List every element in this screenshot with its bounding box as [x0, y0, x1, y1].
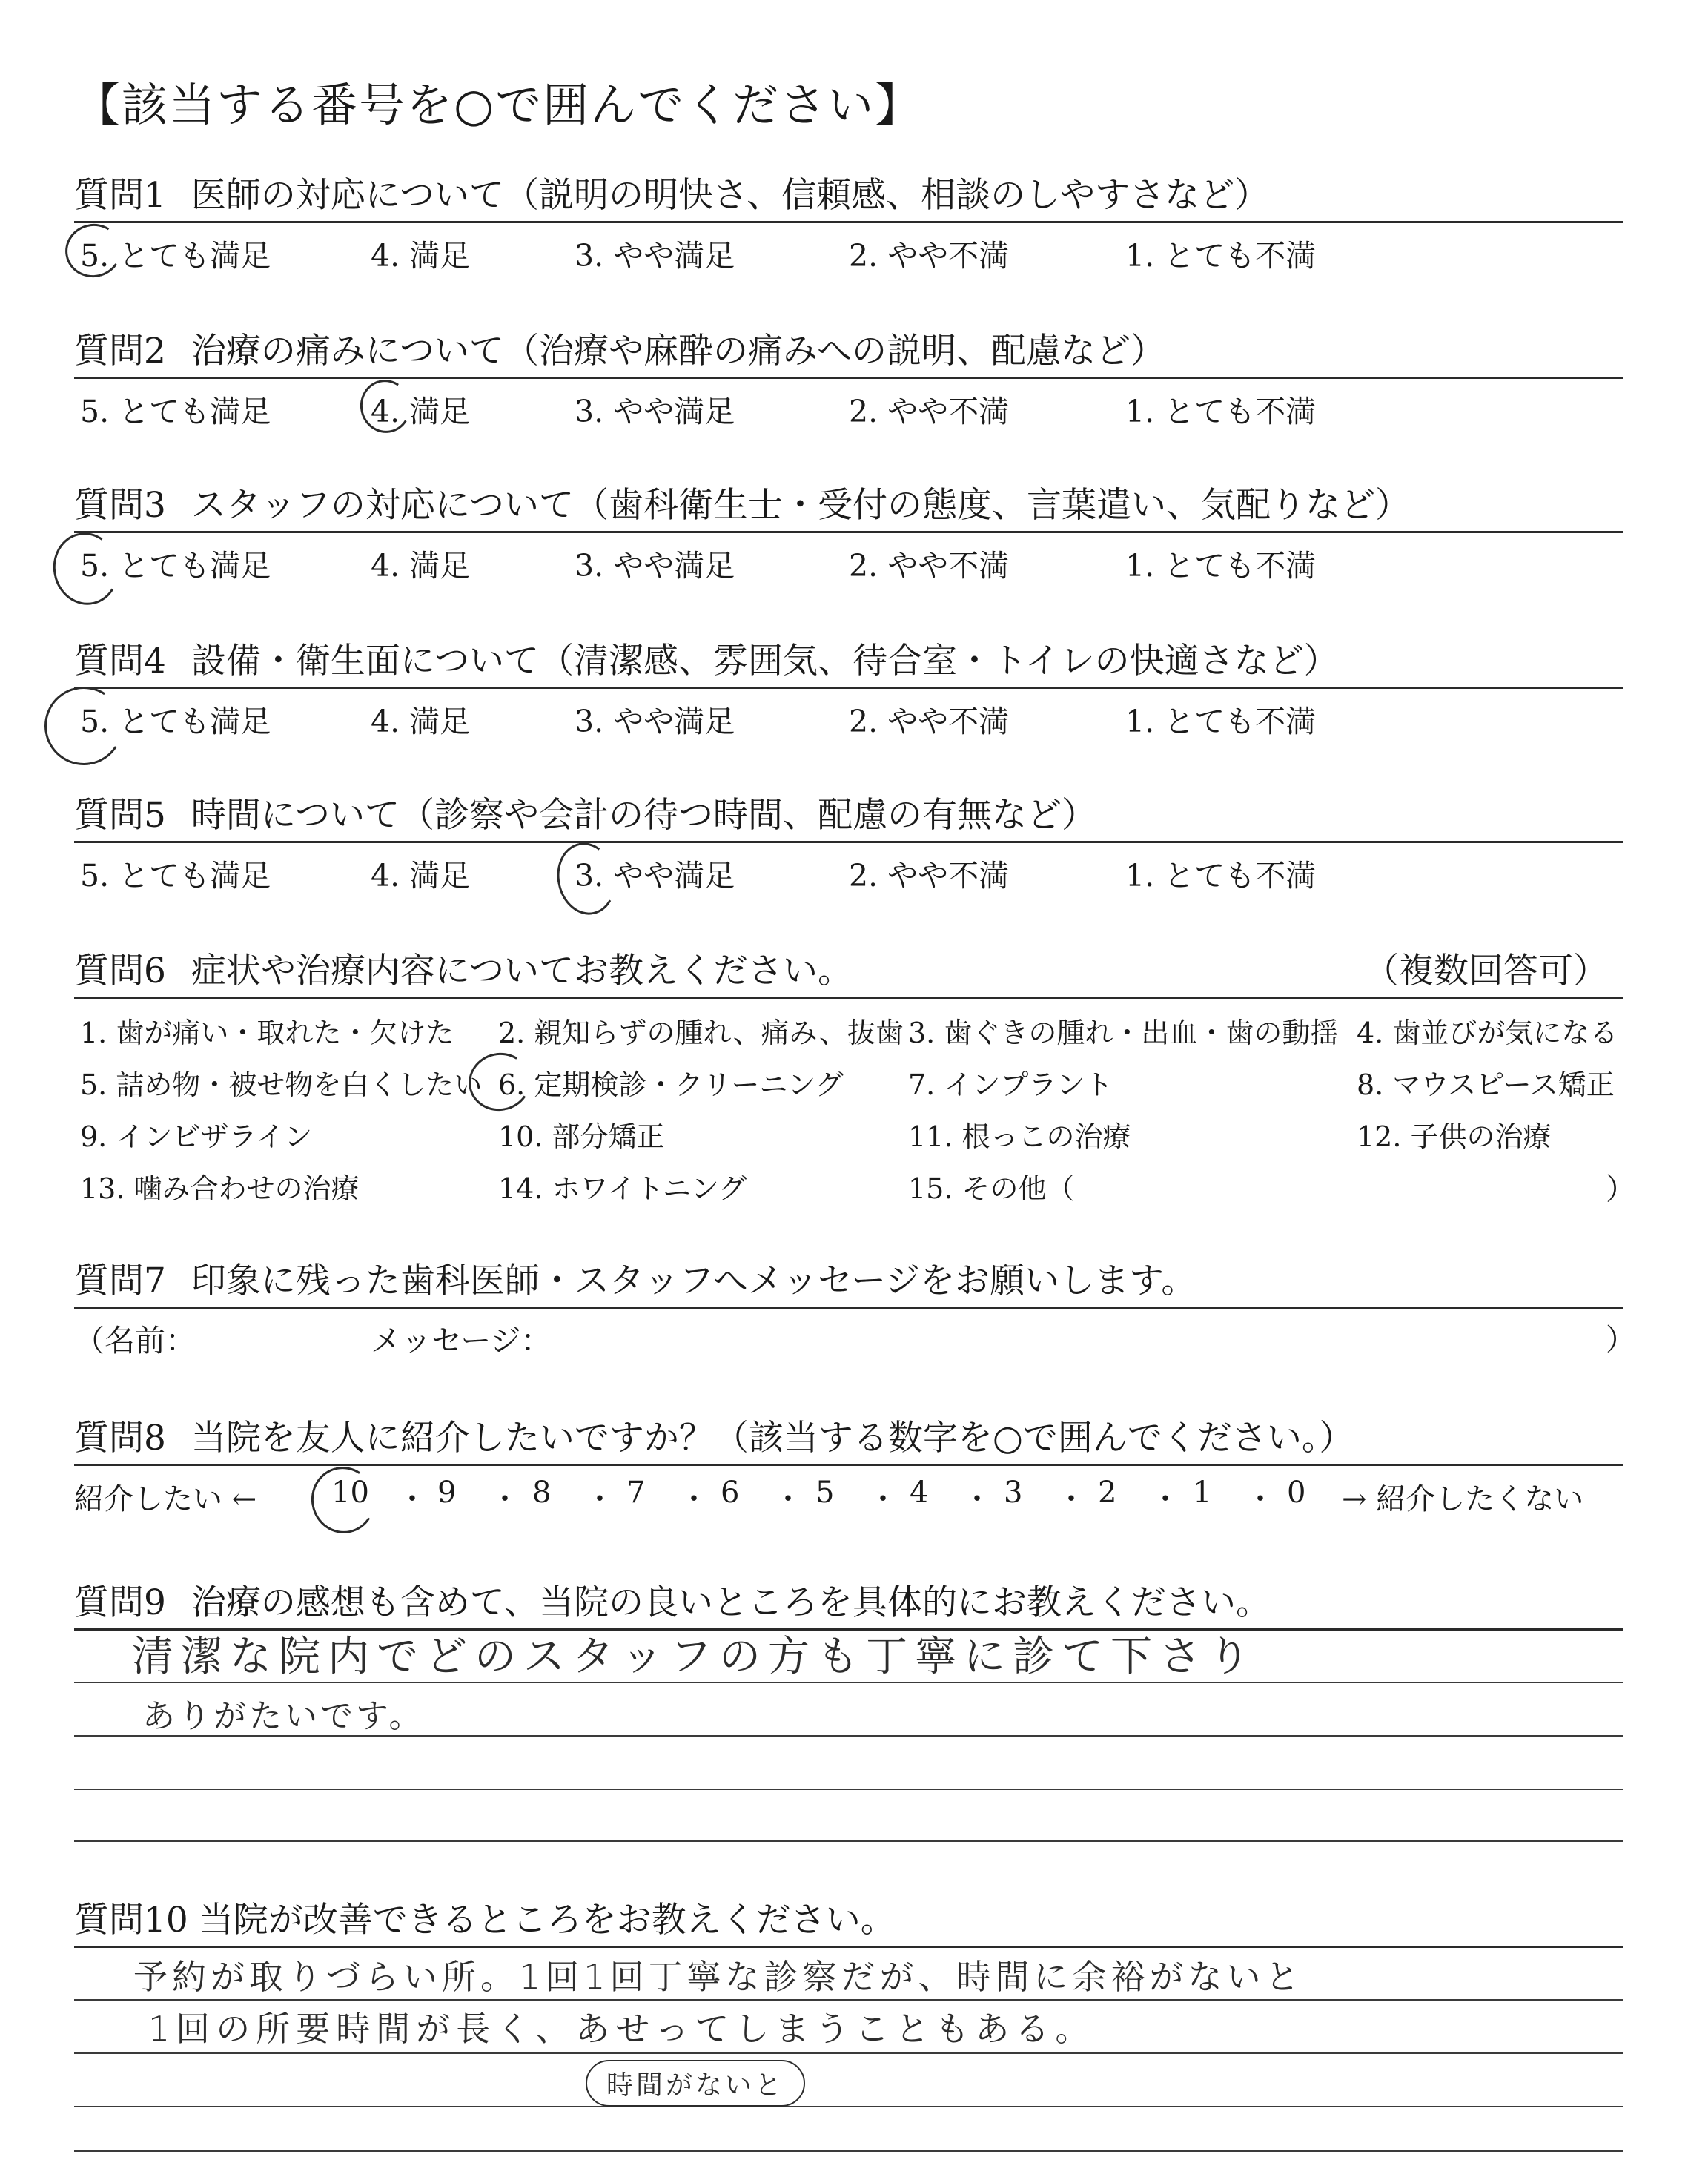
- scale-1[interactable]: 1: [1193, 1476, 1212, 1510]
- question-number: 質問1: [74, 175, 166, 216]
- hand-drawn-circle-mark: [305, 1461, 382, 1539]
- recommend-right-label: → 紹介したくない: [1342, 1482, 1584, 1516]
- q3-option-5[interactable]: 5. とても満足: [80, 548, 271, 584]
- q1-option-5[interactable]: 5. とても満足: [80, 238, 271, 274]
- question-8-heading: [74, 1410, 1354, 1460]
- q4-option-4[interactable]: 4. 満足: [371, 704, 471, 739]
- question-text: 当院を友人に紹介したいですか？（該当する数字を○で囲んでください。）: [191, 1418, 1354, 1459]
- question-text: 治療の痛みについて（治療や麻酔の痛みへの説明、配慮など）: [191, 331, 1166, 371]
- handwritten-answer-line-1: 清潔な院内でどのスタッフの方も丁寧に診て下さり: [132, 1633, 1257, 1681]
- q2-option-4[interactable]: 4. 満足: [371, 394, 471, 429]
- q6-item-6[interactable]: 6. 定期検診・クリーニング: [498, 1069, 844, 1101]
- question-4-heading: [74, 633, 1339, 683]
- scale-0[interactable]: 0: [1287, 1476, 1306, 1510]
- scale-7[interactable]: 7: [626, 1476, 646, 1510]
- q6-item-13[interactable]: 13. 噛み合わせの治療: [80, 1172, 360, 1205]
- scale-separator: ・: [585, 1482, 615, 1516]
- writing-line: [74, 1999, 1623, 2001]
- question-2-heading: [74, 323, 1165, 373]
- q3-option-1[interactable]: 1. とても不満: [1125, 548, 1317, 584]
- scale-10[interactable]: 10: [331, 1476, 369, 1510]
- divider: [74, 1464, 1623, 1466]
- scale-5[interactable]: 5: [815, 1476, 835, 1510]
- q5-option-4[interactable]: 4. 満足: [371, 858, 471, 894]
- hand-drawn-circle-mark: [463, 1047, 536, 1117]
- handwritten-answer-line-1: 予約が取りづらい所。1回1回丁寧な診察だが、時間に余裕がないと: [133, 1957, 1304, 1997]
- divider: [74, 1946, 1623, 1948]
- q6-item-8[interactable]: 8. マウスピース矯正: [1357, 1069, 1615, 1101]
- q4-option-5[interactable]: 5. とても満足: [80, 704, 271, 739]
- name-field-label: （名前：: [74, 1323, 196, 1358]
- scale-separator: ・: [773, 1482, 803, 1516]
- question-text: 症状や治療内容についてお教えください。: [191, 951, 853, 991]
- scale-6[interactable]: 6: [721, 1476, 740, 1510]
- question-text: 設備・衛生面について（清潔感、雰囲気、待合室・トイレの快適さなど）: [191, 641, 1339, 681]
- handwritten-insertion: 時間がないと: [586, 2060, 805, 2107]
- divider: [74, 531, 1623, 533]
- scale-8[interactable]: 8: [532, 1476, 552, 1510]
- q4-option-3[interactable]: 3. やや満足: [575, 704, 735, 739]
- divider: [74, 221, 1623, 223]
- scale-separator: ・: [397, 1482, 427, 1516]
- question-text: 印象に残った歯科医師・スタッフへメッセージをお願いします。: [191, 1261, 1196, 1301]
- q6-item-4[interactable]: 4. 歯並びが気になる: [1357, 1017, 1618, 1049]
- question-10-heading: [74, 1892, 896, 1942]
- q3-option-4[interactable]: 4. 満足: [371, 548, 471, 584]
- scale-separator: ・: [868, 1482, 898, 1516]
- writing-line: [74, 2106, 1623, 2107]
- divider: [74, 687, 1623, 689]
- question-text: 当院が改善できるところをお教えください。: [198, 1900, 896, 1941]
- q1-option-1[interactable]: 1. とても不満: [1125, 238, 1317, 274]
- scale-separator: ・: [1056, 1482, 1086, 1516]
- q6-item-14[interactable]: 14. ホワイトニング: [498, 1172, 747, 1205]
- recommend-left-label: 紹介したい ←: [74, 1482, 257, 1516]
- question-6-heading: [74, 943, 853, 993]
- question-9-heading: [74, 1575, 1271, 1625]
- q5-option-1[interactable]: 1. とても不満: [1125, 858, 1317, 894]
- divider: [74, 841, 1623, 843]
- q5-option-2[interactable]: 2. やや不満: [849, 858, 1010, 894]
- hand-drawn-circle-mark: [551, 837, 623, 920]
- question-number: 質問8: [74, 1418, 166, 1459]
- q6-item-11[interactable]: 11. 根っこの治療: [908, 1120, 1131, 1153]
- q6-item-2[interactable]: 2. 親知らずの腫れ、痛み、抜歯: [498, 1017, 904, 1049]
- q3-option-3[interactable]: 3. やや満足: [575, 548, 735, 584]
- q1-option-3[interactable]: 3. やや満足: [575, 238, 735, 274]
- close-paren: ）: [1606, 1323, 1635, 1357]
- scale-separator: ・: [1151, 1482, 1180, 1516]
- divider: [74, 997, 1623, 999]
- question-number: 質問4: [74, 641, 166, 681]
- scale-4[interactable]: 4: [910, 1476, 929, 1510]
- q2-option-1[interactable]: 1. とても不満: [1125, 394, 1317, 429]
- question-text: 時間について（診察や会計の待つ時間、配慮の有無など）: [191, 795, 1096, 836]
- question-number: 質問9: [74, 1582, 166, 1623]
- hand-drawn-circle-mark: [37, 679, 130, 773]
- writing-line: [74, 2052, 1623, 2054]
- q6-item-3[interactable]: 3. 歯ぐきの腫れ・出血・歯の動揺: [908, 1017, 1339, 1049]
- question-number: 質問3: [74, 485, 166, 526]
- scale-2[interactable]: 2: [1098, 1476, 1117, 1510]
- question-text: 医師の対応について（説明の明快さ、信頼感、相談のしやすさなど）: [191, 175, 1270, 216]
- question-number: 質問2: [74, 331, 166, 371]
- question-number: 質問6: [74, 951, 166, 991]
- q2-option-5[interactable]: 5. とても満足: [80, 394, 271, 429]
- writing-line: [74, 2150, 1623, 2152]
- divider: [74, 1307, 1623, 1309]
- question-7-heading: [74, 1253, 1196, 1303]
- divider: [74, 377, 1623, 379]
- q2-option-3[interactable]: 3. やや満足: [575, 394, 735, 429]
- scale-separator: ・: [490, 1482, 520, 1516]
- message-field-label: メッセージ：: [371, 1323, 552, 1358]
- q6-item-15[interactable]: 15. その他（: [908, 1172, 1075, 1205]
- q6-item-10[interactable]: 10. 部分矯正: [498, 1120, 665, 1153]
- page-title: 【該当する番号を○で囲んでください】: [74, 78, 923, 132]
- close-paren: ）: [1606, 1172, 1635, 1206]
- q6-item-12[interactable]: 12. 子供の治療: [1357, 1120, 1552, 1153]
- question-number: 質問10: [74, 1900, 188, 1941]
- q5-option-3[interactable]: 3. やや満足: [575, 858, 735, 894]
- q4-option-2[interactable]: 2. やや不満: [849, 704, 1010, 739]
- question-number: 質問5: [74, 795, 166, 836]
- scale-9[interactable]: 9: [437, 1476, 457, 1510]
- q5-option-5[interactable]: 5. とても満足: [80, 858, 271, 894]
- hand-drawn-circle-mark: [47, 526, 125, 611]
- scale-separator: ・: [679, 1482, 709, 1516]
- scale-separator: ・: [1245, 1482, 1275, 1516]
- q3-option-2[interactable]: 2. やや不満: [849, 548, 1010, 584]
- question-5-heading: [74, 787, 1096, 837]
- q6-item-5[interactable]: 5. 詰め物・被せ物を白くしたい: [80, 1069, 483, 1101]
- writing-line: [74, 1840, 1623, 1842]
- q1-option-2[interactable]: 2. やや不満: [849, 238, 1010, 274]
- scale-3[interactable]: 3: [1004, 1476, 1023, 1510]
- handwritten-answer-line-2: 1回の所要時間が長く、あせってしまうこともある。: [148, 2009, 1096, 2049]
- q2-option-2[interactable]: 2. やや不満: [849, 394, 1010, 429]
- writing-line: [74, 1789, 1623, 1790]
- multiple-answers-note: （複数回答可）: [1364, 951, 1608, 991]
- handwritten-answer-line-2: ありがたいです。: [142, 1697, 425, 1735]
- question-text: 治療の感想も含めて、当院の良いところを具体的にお教えください。: [191, 1582, 1271, 1623]
- question-1-heading: [74, 168, 1269, 217]
- q1-option-4[interactable]: 4. 満足: [371, 238, 471, 274]
- question-number: 質問7: [74, 1261, 166, 1301]
- scale-separator: ・: [962, 1482, 992, 1516]
- q6-item-1[interactable]: 1. 歯が痛い・取れた・欠けた: [80, 1017, 454, 1049]
- question-text: スタッフの対応について（歯科衛生士・受付の態度、言葉遣い、気配りなど）: [191, 485, 1410, 526]
- question-3-heading: [74, 478, 1410, 527]
- q6-item-9[interactable]: 9. インビザライン: [80, 1120, 313, 1153]
- q6-item-7[interactable]: 7. インプラント: [908, 1069, 1113, 1101]
- q4-option-1[interactable]: 1. とても不満: [1125, 704, 1317, 739]
